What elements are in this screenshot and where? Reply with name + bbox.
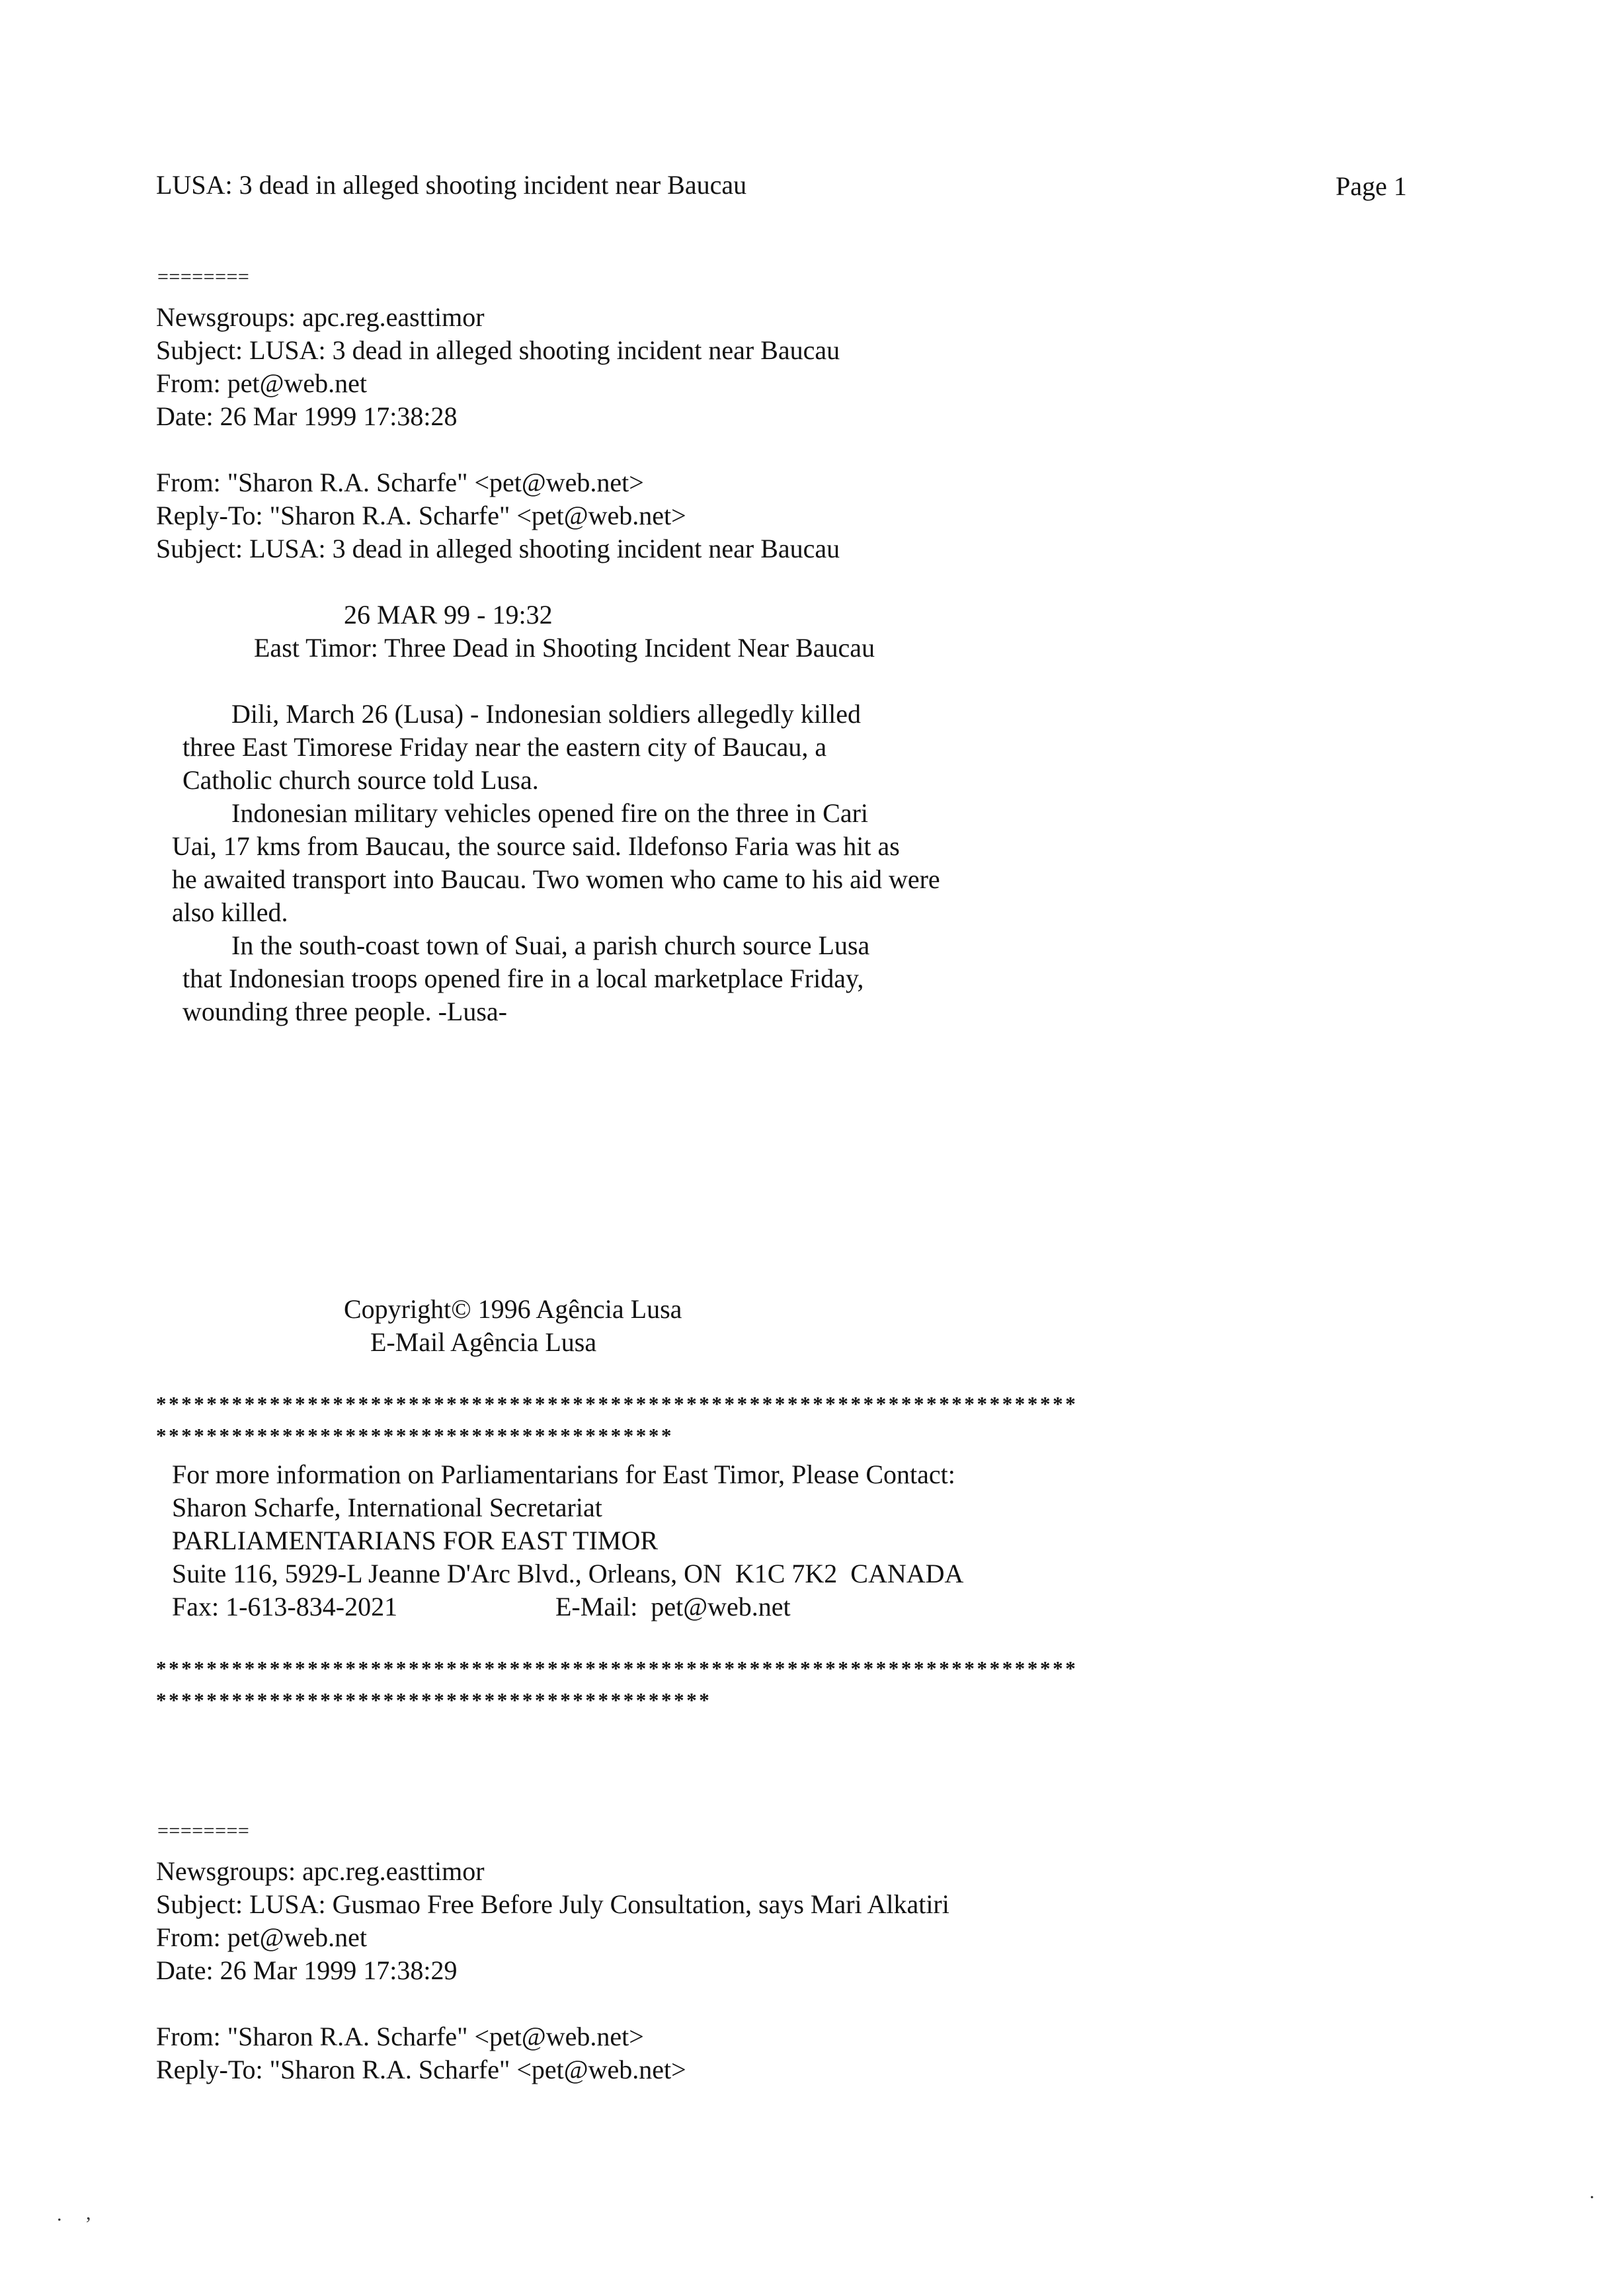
contact-email: E-Mail: pet@web.net: [555, 1592, 791, 1621]
copyright-line: Copyright© 1996 Agência Lusa: [344, 1294, 682, 1324]
scan-speck: ,: [86, 2202, 91, 2224]
date-line: Date: 26 Mar 1999 17:38:29: [156, 1955, 458, 1985]
article-line: he awaited transport into Baucau. Two women who came to his aid were: [172, 864, 940, 894]
article-dateline: 26 MAR 99 - 19:32: [344, 600, 553, 630]
contact-intro: For more information on Parliamentarians for East Timor, Please Contact:: [172, 1459, 955, 1489]
date-line: Date: 26 Mar 1999 17:38:28: [156, 401, 458, 431]
asterisk-rule: ********************************************: [156, 1688, 712, 1711]
scan-speck: .: [1589, 2181, 1595, 2203]
scan-speck: .: [57, 2203, 62, 2225]
asterisk-rule: *****************************************: [156, 1424, 674, 1447]
subject-line: Subject: LUSA: Gusmao Free Before July Consultation, says Mari Alkatiri: [156, 1889, 949, 1919]
separator-rule: ========: [157, 1820, 250, 1842]
article-line: also killed.: [172, 897, 288, 927]
contact-organization: PARLIAMENTARIANS FOR EAST TIMOR: [172, 1526, 659, 1555]
article-line: wounding three people. -Lusa-: [182, 997, 507, 1026]
asterisk-rule: *************************************************************************: [156, 1392, 1078, 1415]
reply-to-line: Reply-To: "Sharon R.A. Scharfe" <pet@web.net>: [156, 501, 686, 530]
contact-fax: Fax: 1-613-834-2021: [172, 1592, 398, 1621]
article-line: Dili, March 26 (Lusa) - Indonesian soldiers allegedly killed: [231, 699, 861, 729]
article-line: that Indonesian troops opened fire in a local marketplace Friday,: [182, 964, 864, 993]
from-line: From: pet@web.net: [156, 368, 368, 398]
article-line: Indonesian military vehicles opened fire on the three in Cari: [231, 798, 869, 828]
article-line: three East Timorese Friday near the eastern city of Baucau, a: [182, 732, 827, 762]
agency-email-line: E-Mail Agência Lusa: [370, 1327, 597, 1357]
asterisk-rule: *************************************************************************: [156, 1657, 1078, 1680]
reply-to-line: Reply-To: "Sharon R.A. Scharfe" <pet@web.net>: [156, 2055, 686, 2084]
subject-line: Subject: LUSA: 3 dead in alleged shooting incident near Baucau: [156, 335, 840, 365]
subject-repeat-line: Subject: LUSA: 3 dead in alleged shooting incident near Baucau: [156, 534, 840, 563]
separator-rule: ========: [157, 266, 250, 288]
article-line: Uai, 17 kms from Baucau, the source said. Ildefonso Faria was hit as: [172, 831, 900, 861]
contact-name: Sharon Scharfe, International Secretariat: [172, 1493, 602, 1522]
page-number: Page 1: [1336, 171, 1407, 201]
newsgroups-line: Newsgroups: apc.reg.easttimor: [156, 1856, 485, 1886]
from-line: From: pet@web.net: [156, 1922, 368, 1952]
article-headline: East Timor: Three Dead in Shooting Incident Near Baucau: [254, 633, 875, 663]
newsgroups-line: Newsgroups: apc.reg.easttimor: [156, 302, 485, 332]
from-full-line: From: "Sharon R.A. Scharfe" <pet@web.net>: [156, 468, 644, 497]
from-full-line: From: "Sharon R.A. Scharfe" <pet@web.net>: [156, 2022, 644, 2051]
article-line: In the south-coast town of Suai, a parish church source Lusa: [231, 930, 870, 960]
article-line: Catholic church source told Lusa.: [182, 765, 539, 795]
contact-address: Suite 116, 5929-L Jeanne D'Arc Blvd., Orleans, ON K1C 7K2 CANADA: [172, 1559, 964, 1588]
header-title: LUSA: 3 dead in alleged shooting incident near Baucau: [156, 170, 747, 200]
